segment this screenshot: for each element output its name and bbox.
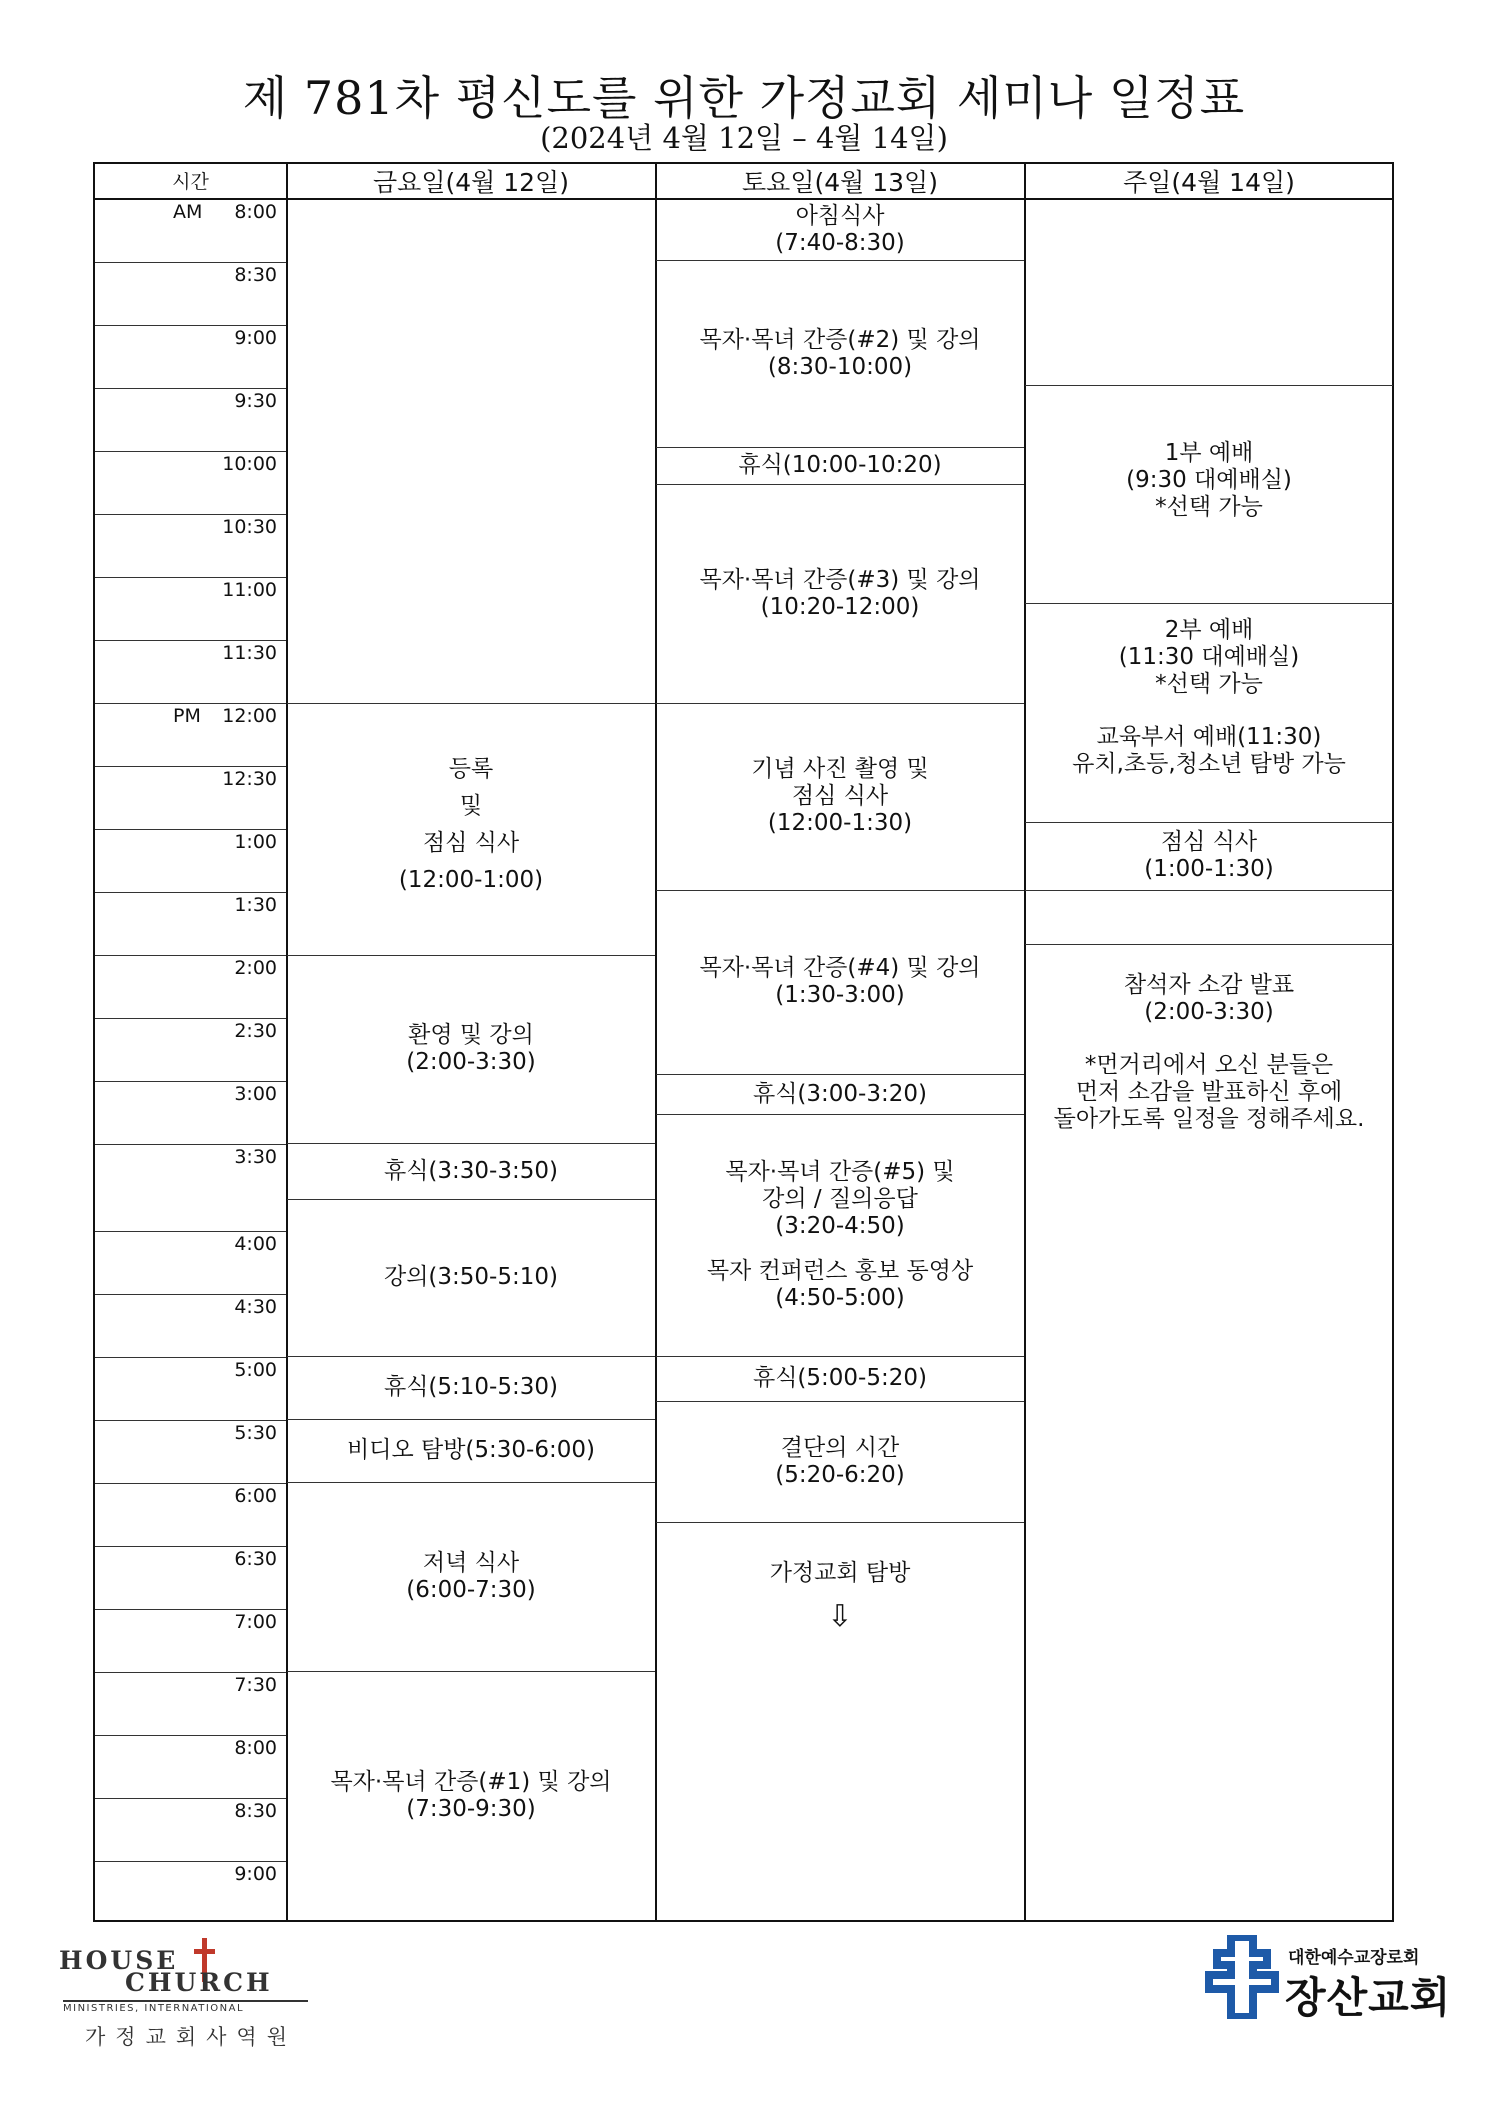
friday-registration: 등록 및 점심 식사 (12:00-1:00)	[398, 756, 544, 893]
time-row-divider	[95, 1609, 286, 1610]
time-row-divider	[95, 262, 286, 263]
header-time: 시간	[172, 171, 209, 193]
time-label	[95, 831, 281, 857]
time-value: 3:00	[234, 1083, 277, 1105]
saturday-testimony-5: 목자·목녀 간증(#5) 및 강의 / 질의응답 (3:20-4:50) 목자 컨퍼런스 홍보 동영상 (4:50-5:00)	[706, 1158, 974, 1311]
time-row-divider	[95, 892, 286, 893]
saturday-photo-lunch: 기념 사진 촬영 및 점심 식사 (12:00-1:30)	[751, 756, 929, 836]
sunday-sharing: 참석자 소감 발표 (2:00-3:30) *먼거리에서 오신 분들은 먼저 소감을 발표하신 후에 돌아가도록 일정을 정해주세요.	[1053, 972, 1365, 1132]
time-label	[95, 1359, 281, 1385]
time-value: 9:00	[234, 1863, 277, 1885]
time-value: 12:00	[222, 705, 277, 727]
church-emblem-icon	[1205, 1935, 1279, 2019]
time-label	[95, 1863, 281, 1889]
time-row-divider	[95, 325, 286, 326]
sunday-service-1: 1부 예배 (9:30 대예배실) *선택 가능	[1126, 440, 1292, 520]
saturday-decision: 결단의 시간 (5:20-6:20)	[775, 1434, 905, 1488]
sunday-divider	[1025, 603, 1393, 604]
time-label	[95, 1674, 281, 1700]
time-row-divider	[95, 829, 286, 830]
time-value: 1:00	[234, 831, 277, 853]
time-value: 12:30	[222, 768, 277, 790]
time-label	[95, 1296, 281, 1322]
time-row-divider	[95, 1798, 286, 1799]
sunday-note: *먼거리에서 오신 분들은	[1084, 1052, 1334, 1078]
time-label	[95, 1548, 281, 1574]
time-value: 9:00	[234, 327, 277, 349]
time-row-divider	[95, 955, 286, 956]
time-row-divider	[95, 1735, 286, 1736]
time-value: 11:30	[222, 642, 277, 664]
time-label	[95, 453, 281, 479]
time-row-divider	[95, 1546, 286, 1547]
friday-lecture: 강의(3:50-5:10)	[384, 1264, 558, 1290]
time-label	[95, 1422, 281, 1448]
time-value: 10:00	[222, 453, 277, 475]
time-row-divider	[95, 1294, 286, 1295]
time-row-divider	[95, 1420, 286, 1421]
time-label	[95, 1737, 281, 1763]
saturday-testimony-3: 목자·목녀 간증(#3) 및 강의 (10:20-12:00)	[699, 566, 981, 620]
friday-video: 비디오 탐방(5:30-6:00)	[347, 1437, 595, 1463]
time-row-divider	[95, 1483, 286, 1484]
time-label	[95, 957, 281, 983]
time-row-divider	[95, 1672, 286, 1673]
time-value: 1:30	[234, 894, 277, 916]
friday-divider	[287, 703, 655, 704]
time-row-divider	[95, 1231, 286, 1232]
friday-break-2: 휴식(5:10-5:30)	[384, 1374, 558, 1400]
time-period: PM	[173, 705, 201, 727]
page-title: 제 781차 평신도를 위한 가정교회 세미나 일정표	[242, 71, 1246, 125]
time-value: 6:00	[234, 1485, 277, 1507]
friday-testimony-1: 목자·목녀 간증(#1) 및 강의 (7:30-9:30)	[330, 1769, 612, 1822]
time-value: 4:00	[234, 1233, 277, 1255]
header-sunday: 주일(4월 14일)	[1123, 167, 1295, 197]
time-row-divider	[95, 1018, 286, 1019]
sunday-lunch: 점심 식사 (1:00-1:30)	[1144, 829, 1274, 882]
friday-dinner: 저녁 식사 (6:00-7:30)	[406, 1549, 536, 1603]
time-label	[95, 579, 281, 605]
header-saturday: 토요일(4월 13일)	[742, 167, 938, 197]
time-row-divider	[95, 1861, 286, 1862]
time-value: 6:30	[234, 1548, 277, 1570]
friday-break-1: 휴식(3:30-3:50)	[384, 1157, 558, 1184]
saturday-break-2: 휴식(3:00-3:20)	[753, 1080, 927, 1107]
sunday-education-service: 교육부서 예배(11:30)	[1096, 724, 1322, 750]
saturday-testimony-4: 목자·목녀 간증(#4) 및 강의 (1:30-3:00)	[699, 955, 981, 1008]
time-value: 2:30	[234, 1020, 277, 1042]
time-value: 8:00	[234, 1737, 277, 1759]
time-label	[95, 705, 281, 731]
saturday-testimony-2: 목자·목녀 간증(#2) 및 강의 (8:30-10:00)	[699, 326, 981, 380]
time-label	[95, 1020, 281, 1046]
time-value: 5:30	[234, 1422, 277, 1444]
time-label	[95, 516, 281, 542]
time-value: 10:30	[222, 516, 277, 538]
time-value: 8:30	[234, 264, 277, 286]
sunday-service-2: 2부 예배 (11:30 대예배실) *선택 가능 교육부서 예배(11:30) 유치,초등,청소년 탐방 가능	[1072, 617, 1346, 777]
time-row-divider	[95, 1357, 286, 1358]
time-period: AM	[173, 201, 203, 223]
time-label	[95, 1485, 281, 1511]
saturday-divider	[656, 1522, 1024, 1523]
friday-welcome: 환영 및 강의 (2:00-3:30)	[406, 1022, 536, 1075]
time-label	[95, 1611, 281, 1637]
header-friday: 금요일(4월 12일)	[373, 167, 569, 197]
time-row-divider	[95, 703, 286, 704]
time-row-divider	[95, 1144, 286, 1145]
time-row-divider	[95, 451, 286, 452]
jangsan-church-logo: 대한예수교장로회 장산교회	[1205, 1935, 1465, 2025]
time-value: 8:00	[234, 201, 277, 223]
time-label	[95, 1800, 281, 1826]
time-value: 5:00	[234, 1359, 277, 1381]
time-value: 3:30	[234, 1146, 277, 1168]
saturday-breakfast: 아침식사 (7:40-8:30)	[775, 202, 905, 256]
time-row-divider	[95, 577, 286, 578]
time-label	[95, 642, 281, 668]
down-arrow-icon: ⇩	[827, 1599, 853, 1634]
saturday-break-3: 휴식(5:00-5:20)	[753, 1365, 927, 1391]
time-label	[95, 390, 281, 416]
time-value: 7:30	[234, 1674, 277, 1696]
time-value: 11:00	[222, 579, 277, 601]
time-label	[95, 1083, 281, 1109]
time-label	[95, 1146, 281, 1172]
time-label	[95, 201, 281, 227]
sunday-divider	[1025, 385, 1393, 386]
sunday-divider	[1025, 944, 1393, 945]
time-row-divider	[95, 514, 286, 515]
time-row-divider	[95, 640, 286, 641]
time-label	[95, 768, 281, 794]
time-value: 9:30	[234, 390, 277, 412]
time-row-divider	[95, 1081, 286, 1082]
sunday-divider	[1025, 890, 1393, 891]
time-value: 8:30	[234, 1800, 277, 1822]
saturday-break-1: 휴식(10:00-10:20)	[738, 452, 942, 478]
time-value: 7:00	[234, 1611, 277, 1633]
time-value: 2:00	[234, 957, 277, 979]
time-label	[95, 327, 281, 353]
house-church-logo: HOUSE CHURCH MINISTRIES, INTERNATIONAL 가정교회사역원	[55, 1938, 315, 2048]
time-row-divider	[95, 388, 286, 389]
time-label	[95, 894, 281, 920]
time-label	[95, 264, 281, 290]
saturday-house-church-visit: 가정교회 탐방 ⇩	[769, 1560, 911, 1634]
saturday-promo-video: 목자 컨퍼런스 홍보 동영상	[706, 1257, 974, 1284]
page-subtitle: (2024년 4월 12일 – 4월 14일)	[540, 121, 948, 155]
time-label	[95, 1233, 281, 1259]
time-row-divider	[95, 766, 286, 767]
time-value: 4:30	[234, 1296, 277, 1318]
